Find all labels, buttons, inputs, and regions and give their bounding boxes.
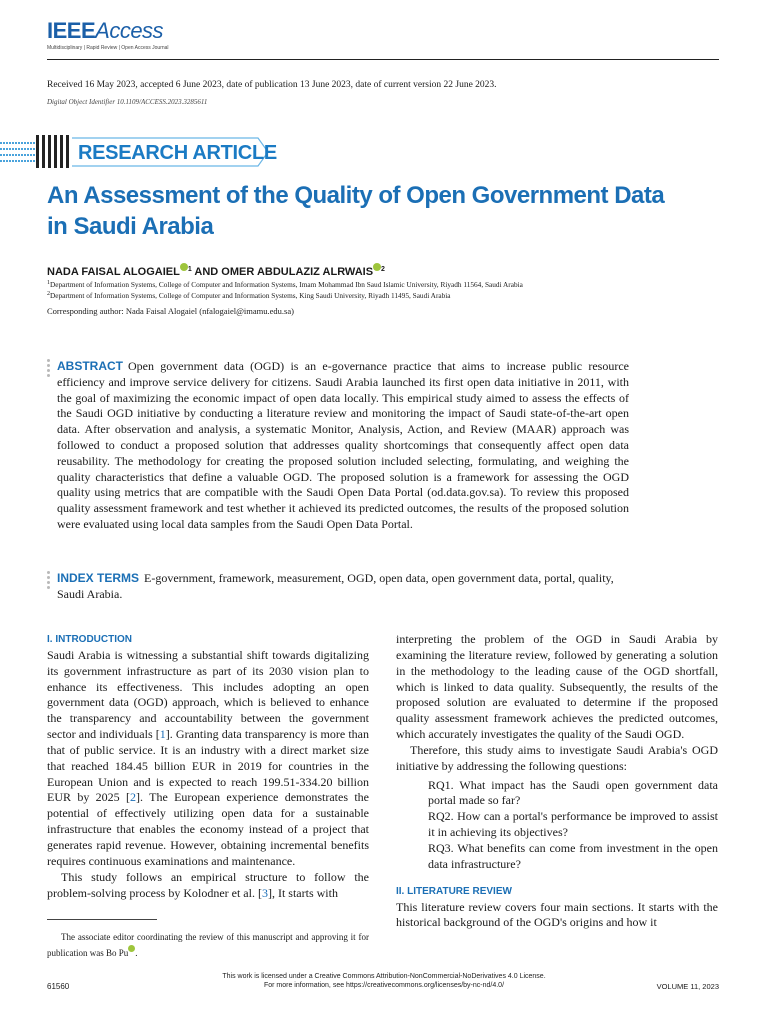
abstract <box>57 359 629 533</box>
author-2-name: OMER ABDULAZIZ ALRWAIS <box>221 266 374 278</box>
orcid-icon[interactable] <box>128 945 135 952</box>
abstract-dots-decoration <box>47 359 50 379</box>
research-question-1: RQ1. What impact has the Saudi open government data portal made so far? <box>428 777 718 808</box>
corresponding-author: Corresponding author: Nada Faisal Alogaiel (nfalogaiel@imamu.edu.sa) <box>47 306 294 316</box>
orcid-icon[interactable] <box>180 263 188 271</box>
journal-name-bold: IEEE <box>47 18 96 43</box>
editor-footnote: The associate editor coordinating the review of this manuscript and approving it for publication was Bo Pu . <box>47 932 369 958</box>
index-terms-text: E-government, framework, measurement, OGD, open data, open government data, portal, quality, Saudi Arabia. <box>57 571 614 601</box>
author-line <box>47 263 385 278</box>
author-1-name: NADA FAISAL ALOGAIEL <box>47 266 180 278</box>
received-dates: Received 16 May 2023, accepted 6 June 2023, date of publication 13 June 2023, date of current version 22 June 2023. <box>47 80 497 90</box>
journal-tagline: Multidisciplinary | Rapid Review | Open Access Journal <box>47 45 169 51</box>
journal-name-italic: Access <box>95 18 164 43</box>
volume-info: VOLUME 11, 2023 <box>656 982 719 991</box>
license-line-1: This work is licensed under a Creative Commons Attribution-NonCommercial-NoDerivatives 4.0 License. <box>222 973 546 980</box>
abstract-text: Open government data (OGD) is an e-governance practice that aims to increase public resource efficiency and improve service delivery for citizens. Saudi Arabia launched its first open data initiative in 2011, with the goal of maximizing the economic impact of open data locally. This empirical study aimed to assess the effects of the Saudi OGD initiative by conducting a literature review and monitoring the impact of Saudi state-of-the-art open data. After observation and analysis, a systematic Monitor, Analysis, Action, and Review (MAAR) approach was followed to conduct a proposed solution that addresses quality shortcomings that consequently affect open data reusability. The methodology for creating the proposed solution included selecting, formulating, and weighing the quality characteristics that define a valuable OGD. The proposed solution is a framework for assessing the OGD quality using metrics that are compatible with the Saudi Open Data Portal (od.data.gov.sa). To review this proposed quality assessment framework and test whether it achieved its predicted outcomes, the results of the proposed solution were evaluated using local data samples from the Saudi Open Data Portal. <box>57 359 629 531</box>
affiliation-1-text: Department of Information Systems, College of Computer and Information Systems, Imam Mohammad Ibn Saud Islamic University, Riyadh 11564, Saudi Arabia <box>50 280 523 289</box>
literature-paragraph-1: This literature review covers four main sections. It starts with the historical background of the OGD's origins and how it <box>396 899 718 930</box>
research-question-3: RQ3. What benefits can come from investment in the open data infrastructure? <box>428 840 718 871</box>
author-1-affil-ref: 1 <box>187 266 192 273</box>
citation-link[interactable]: 1 <box>159 727 166 742</box>
article-type-label: RESEARCH ARTICLE <box>78 142 277 164</box>
author-conjunction: AND <box>194 266 219 278</box>
intro-paragraph-1: Saudi Arabia is witnessing a substantial shift towards digitalizing its government infrastructure as part of its 2030 vision plan to enhance its effectiveness. This includes adopting an open government data (OGD) approach, which is believed to enhance the transparency and accountability between the government sector and individuals [1]. Granting data transparency is more than that of public service. It is an industry with a direct market size that reached 184.45 billion EUR in 2019 for countries in the European Union and is expected to reach 199.51-334.20 billion EUR by 2025 [2]. The European experience demonstrates the potential of effectively utilizing open data for a sustainable infrastructure that enables the economy instead of a project that generates rapid revenue. However, obtaining incremental benefits requires continuous examinations and maintenance. <box>47 647 370 868</box>
author-2-affil-ref: 2 <box>381 266 385 273</box>
page-number: 61560 <box>47 982 70 991</box>
left-column <box>47 632 369 901</box>
affiliation-1 <box>47 280 523 289</box>
section-heading-literature-review: II. LITERATURE REVIEW <box>396 885 512 897</box>
affiliation-2 <box>47 291 451 300</box>
index-terms-label: INDEX TERMS <box>57 571 140 585</box>
orcid-icon[interactable] <box>373 263 381 271</box>
citation-link[interactable]: 3 <box>261 885 268 900</box>
editor-footnote-text: The associate editor coordinating the review of this manuscript and approving it for publication was Bo Pu <box>47 932 369 958</box>
research-question-2: RQ2. How can a portal's performance be improved to assist it in achieving its objectives? <box>428 809 718 840</box>
license-link[interactable]: For more information, see https://creativecommons.org/licenses/by-nc-nd/4.0/ <box>263 982 505 989</box>
journal-logo <box>47 20 169 51</box>
affiliation-2-text: Department of Information Systems, College of Computer and Information Systems, King Saudi University, Riyadh 11495, Saudi Arabia <box>50 291 451 300</box>
footnote-rule <box>47 919 157 920</box>
article-title: An Assessment of the Quality of Open Government Data in Saudi Arabia <box>47 182 665 240</box>
affiliation-2-number: 2 <box>47 291 50 297</box>
index-terms-dots-decoration <box>47 571 50 591</box>
intro-paragraph-4: Therefore, this study aims to investigate Saudi Arabia's OGD initiative by addressing the following questions: <box>396 742 718 773</box>
index-terms <box>57 571 629 603</box>
abstract-label: ABSTRACT <box>57 359 123 373</box>
license-notice <box>0 972 768 990</box>
citation-link[interactable]: 2 <box>130 790 136 805</box>
header-rule <box>47 59 719 60</box>
affiliation-1-number: 1 <box>47 280 50 286</box>
right-column <box>396 632 718 931</box>
section-heading-introduction: I. INTRODUCTION <box>47 634 132 645</box>
intro-paragraph-3: interpreting the problem of the OGD in Saudi Arabia by examining the literature review, followed by generating a solution in the methodology to the leading cause of the OGD shortfall, which is linked to data quality. Subsequently, the results of the proposed solution are evaluated to determine if the proposed quality assessment framework achieves the predicted outcomes, which accurately investigates the quality of the Saudi OGD. <box>396 632 718 742</box>
doi[interactable]: Digital Object Identifier 10.1109/ACCESS.2023.3285611 <box>47 98 208 106</box>
intro-paragraph-2: This study follows an empirical structure to follow the problem-solving process by Kolodner et al. [3], It starts with <box>47 869 369 900</box>
